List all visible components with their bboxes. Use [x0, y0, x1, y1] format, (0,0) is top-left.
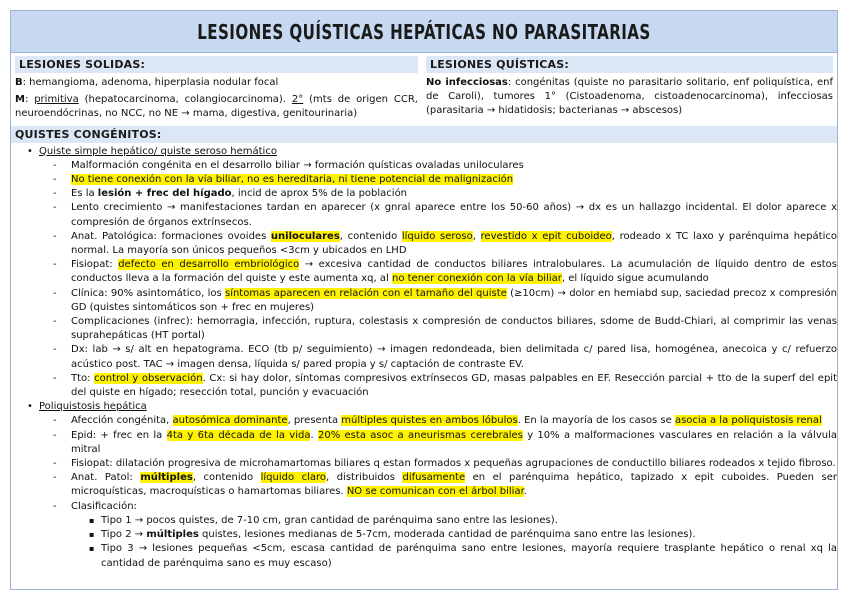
benign-label: B: [15, 77, 23, 88]
highlighted-text: difusamente: [402, 472, 466, 484]
list-item: [51, 159, 837, 173]
item-text: Es la: [71, 188, 98, 200]
item-text: Complicaciones (infrec): hemorragia, infección, ruptura, colestasis x compresión de conductos biliares, sdome de Budd-Chiari, al comprimir las venas suprahepáticas (HT portal): [71, 316, 837, 342]
item-text: Anat. Patol:: [71, 472, 141, 484]
item-text: y 10% a malformaciones vasculares en relación a la válvula mitral: [71, 429, 837, 455]
list-item: [51, 230, 837, 258]
item-text: . Cx: si hay dolor, síntomas compresivos extrínsecos GD, masas palpables en EF. Resección parcial + tto de la superf del epit del quiste en hígado; resección total, punción y evacuación: [71, 372, 838, 399]
solid-lesions-column: [11, 56, 422, 122]
highlighted-text: asocia a la poliquistosis renal: [674, 415, 822, 427]
primitive-list: (hepatocarcinoma, colangiocarcinoma).: [78, 94, 292, 106]
cystic-lesions-heading: LESIONES QUÍSTICAS:: [426, 56, 833, 73]
item-text: en el parénquima hepático, tapizado x epit cuboides. Pueden ser microquísticas, macroquísticas o hamartomas biliares.: [71, 472, 837, 498]
list-item: [51, 471, 837, 499]
item-text: quistes, lesiones medianas de 5-7cm, moderada cantidad de parénquima sano entre las lesiones).: [198, 529, 696, 541]
solid-benign-text: [15, 76, 418, 90]
top-row: [11, 56, 837, 122]
item-text: → excesiva cantidad de conductos biliares intralobulares. La acumulación de líquido dentro de estos conductos lleva a la formación del quiste y este aumenta xq, al: [71, 259, 837, 285]
item-text: Clasificación:: [71, 500, 137, 512]
item-text: ,: [472, 230, 481, 242]
highlighted-text: uniloculares: [270, 230, 340, 242]
list-item: [51, 201, 837, 229]
item-text: Afección congénita,: [71, 415, 173, 427]
item-text: Epid: + frec en la: [71, 429, 167, 441]
congenital-cysts-heading: QUISTES CONGÉNITOS:: [11, 126, 837, 143]
list-item: [51, 500, 837, 571]
simple-cyst-title: Quiste simple hepático/ quiste seroso hemático: [39, 145, 277, 157]
classification-item: [89, 528, 837, 542]
solid-malignant-text: [15, 93, 418, 121]
benign-list: : hemangioma, adenoma, hiperplasia nodular focal: [22, 77, 279, 88]
item-text: , distribuidos: [326, 472, 403, 484]
highlighted-text: no tener conexión con la vía biliar: [391, 273, 562, 285]
highlighted-text: líquido seroso: [401, 230, 473, 242]
item-text: , contenido: [192, 472, 261, 484]
item-text: , presenta: [287, 415, 342, 427]
item-text: Fisiopat:: [71, 259, 119, 271]
item-text: Tipo 2 →: [101, 529, 147, 541]
item-text: (≥10cm) → dolor en hemiabd sup, saciedad precoz x compresión GD (quistes sintomáticos son + frec en mujeres): [71, 287, 838, 313]
list-item: [51, 343, 837, 371]
item-text: Lento crecimiento → manifestaciones tardan en aparecer (x gnral aparece entre los 50-60 años) → dx es un hallazgo incidental. El dolor aparece x compresión de órganos extrínsecos.: [71, 202, 837, 228]
document-page: [10, 10, 838, 590]
simple-cyst-item: [25, 145, 837, 401]
item-text: , el líquido sigue acumulando: [561, 273, 709, 285]
item-text: , rodeado x TC laxo y parénquima hepático normal. La mayoría son únicos pequeños <3cm y ubicados en LHD: [71, 230, 837, 257]
bold-text: múltiples: [146, 529, 199, 541]
list-item: [51, 187, 837, 201]
highlighted-text: autosómica dominante: [172, 415, 288, 427]
item-text: Fisiopat: dilatación progresiva de microhamartomas biliares q estan formados x pequeñas agrupaciones de conductillo biliares rodeados x tejido fibroso.: [71, 458, 836, 470]
item-text: . En la mayoría de los casos se: [517, 415, 675, 427]
item-text: Anat. Patológica: formaciones ovoides: [71, 230, 271, 242]
non-infectious-label: No infecciosas: [426, 77, 508, 88]
item-text: Tto:: [71, 372, 95, 384]
title-band: [11, 11, 837, 53]
malignant-label: M: [15, 94, 25, 106]
highlighted-text: 4ta y 6ta década de la vida: [166, 429, 311, 441]
malignant-sep: :: [24, 94, 35, 106]
item-text: Malformación congénita en el desarrollo biliar → formación quísticas ovaladas uniloculares: [71, 159, 524, 171]
polycystic-item: [25, 400, 837, 570]
list-item: [51, 372, 837, 400]
secondary-term: 2°: [291, 94, 304, 106]
highlighted-text: NO se comunican con el árbol biliar: [346, 486, 524, 498]
polycystic-title: Poliquistosis hepática: [39, 401, 147, 413]
item-text: Tipo 1 → pocos quistes, de 7-10 cm, gran cantidad de parénquima sano entre las lesiones).: [101, 514, 558, 526]
highlighted-text: 20% esta asoc a aneurismas cerebrales: [317, 429, 523, 441]
highlighted-text: No tiene conexión con la vía biliar, no es hereditaria, ni tiene potencial de malignización: [71, 174, 514, 186]
highlighted-text: síntomas aparecen en relación con el tamaño del quiste: [224, 287, 507, 299]
highlighted-text: defecto en desarrollo embriológico: [118, 259, 300, 271]
page-title: LESIONES QUÍSTICAS HEPÁTICAS NO PARASITARIAS: [197, 19, 651, 44]
cystic-lesions-column: [422, 56, 837, 122]
item-text: .: [310, 429, 318, 441]
list-item: [51, 429, 837, 457]
item-text: , incid de aprox 5% de la población: [231, 188, 408, 200]
highlighted-text: líquido claro: [260, 472, 327, 484]
primitive-term: primitiva: [34, 94, 79, 106]
highlighted-text: múltiples quistes en ambos lóbulos: [341, 415, 518, 427]
congenital-cysts-list: [11, 143, 837, 571]
list-item: [51, 457, 837, 471]
highlighted-text: revestido x epit cuboideo: [480, 230, 612, 242]
list-item: [51, 315, 837, 343]
list-item: [51, 258, 837, 286]
classification-item: [89, 514, 837, 528]
item-text: Dx: lab → s/ alt en hepatograma. ECO (tb p/ seguimiento) → imagen redondeada, bien delimitada c/ pared lisa, homogénea, anecoica y c/ refuerzo acústico post. TAC → imagen densa, líquida s/ pared propia y s/ captación de contraste EV.: [71, 344, 837, 370]
highlighted-text: múltiples: [140, 472, 193, 484]
item-text: Clínica: 90% asintomático, los: [71, 287, 225, 299]
item-text: , contenido: [339, 230, 402, 242]
list-item: [51, 287, 837, 315]
item-text: Tipo 3 → lesiones pequeñas <5cm, escasa cantidad de parénquima sano entre lesiones, mayoría requiere trasplante hepático o renal xq la cantidad de parénquima sano es muy escaso): [101, 543, 837, 569]
highlighted-text: control y observación: [94, 372, 203, 384]
bold-text: lesión + frec del hígado: [97, 188, 232, 200]
secondary-list: (mts de origen CCR, neuroendócrinas, no NCC, no NE → mama, digestiva, genitourinaria): [15, 94, 418, 120]
list-item: [51, 414, 837, 428]
classification-item: [89, 542, 837, 570]
cystic-lesions-text: [426, 76, 833, 119]
item-text: .: [523, 486, 527, 498]
list-item: [51, 173, 837, 187]
solid-lesions-heading: LESIONES SOLIDAS:: [15, 56, 418, 73]
cystic-list: : congénitas (quiste no parasitario solitario, enf poliquística, enf de Caroli), tumores 1° (Cistoadenoma, cistoadenocarcinoma), infecciosas (parasitaria → hidatidosis; bacterianas → abscesos): [426, 77, 833, 117]
